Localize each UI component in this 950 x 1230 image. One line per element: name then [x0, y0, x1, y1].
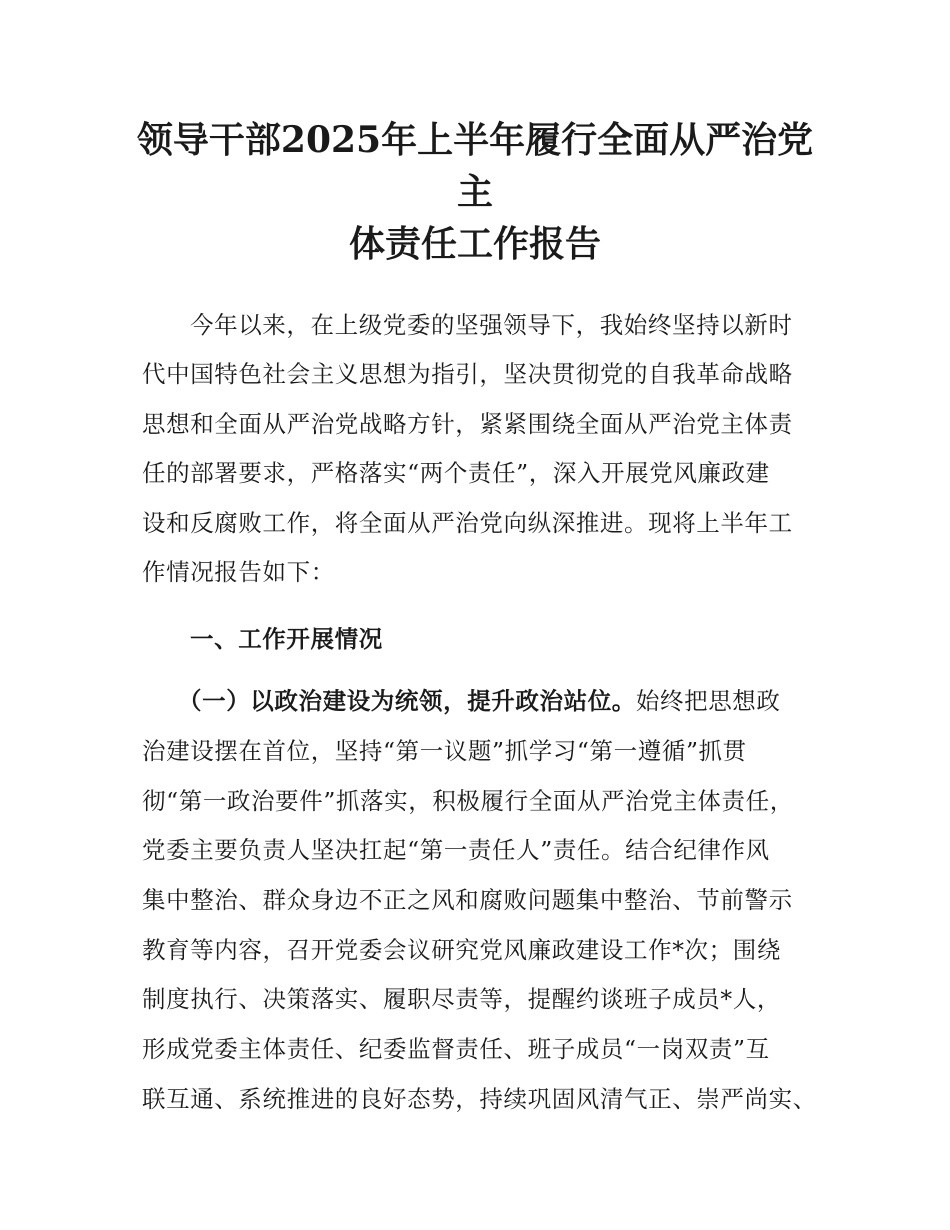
intro-line: 作情况报告如下：	[142, 558, 335, 586]
title-line-2: 体责任工作报告	[348, 223, 601, 265]
subsection-bold-lead: （一）以政治建设为统领，提升政治站位。	[178, 687, 636, 715]
subsection-line: 教育等内容，召开党委会议研究党风廉政建设工作*次；围绕	[142, 936, 781, 964]
subsection-line: 集中整治、群众身边不正之风和腐败问题集中整治、节前警示	[142, 886, 793, 914]
subsection-first-line	[178, 686, 781, 716]
intro-line: 思想和全面从严治党战略方针，紧紧围绕全面从严治党主体责	[142, 410, 793, 438]
section-heading: 一、工作开展情况	[190, 625, 383, 653]
subsection-line: 联互通、系统推进的良好态势，持续巩固风清气正、崇严尚实、	[142, 1085, 817, 1113]
subsection-first-line-rest: 始终把思想政	[635, 687, 781, 715]
intro-line: 任的部署要求，严格落实“两个责任”，深入开展党风廉政建	[142, 459, 770, 487]
intro-line: 今年以来，在上级党委的坚强领导下，我始终坚持以新时	[190, 311, 793, 339]
subsection-line: 制度执行、决策落实、履职尽责等，提醒约谈班子成员*人，	[142, 985, 781, 1013]
subsection-line: 党委主要负责人坚决扛起“第一责任人”责任。结合纪律作风	[142, 836, 770, 864]
intro-line: 设和反腐败工作，将全面从严治党向纵深推进。现将上半年工	[142, 509, 793, 537]
intro-line: 代中国特色社会主义思想为指引，坚决贯彻党的自我革命战略	[142, 360, 793, 388]
subsection-line: 形成党委主体责任、纪委监督责任、班子成员“一岗双责”互	[142, 1035, 770, 1063]
title-line-1: 领导干部2025年上半年履行全面从严治党主	[136, 119, 814, 213]
subsection-line: 治建设摆在首位，坚持“第一议题”抓学习“第一遵循”抓贯	[142, 737, 747, 765]
subsection-line: 彻“第一政治要件”抓落实，积极履行全面从严治党主体责任，	[142, 787, 794, 815]
document-title	[120, 114, 830, 270]
